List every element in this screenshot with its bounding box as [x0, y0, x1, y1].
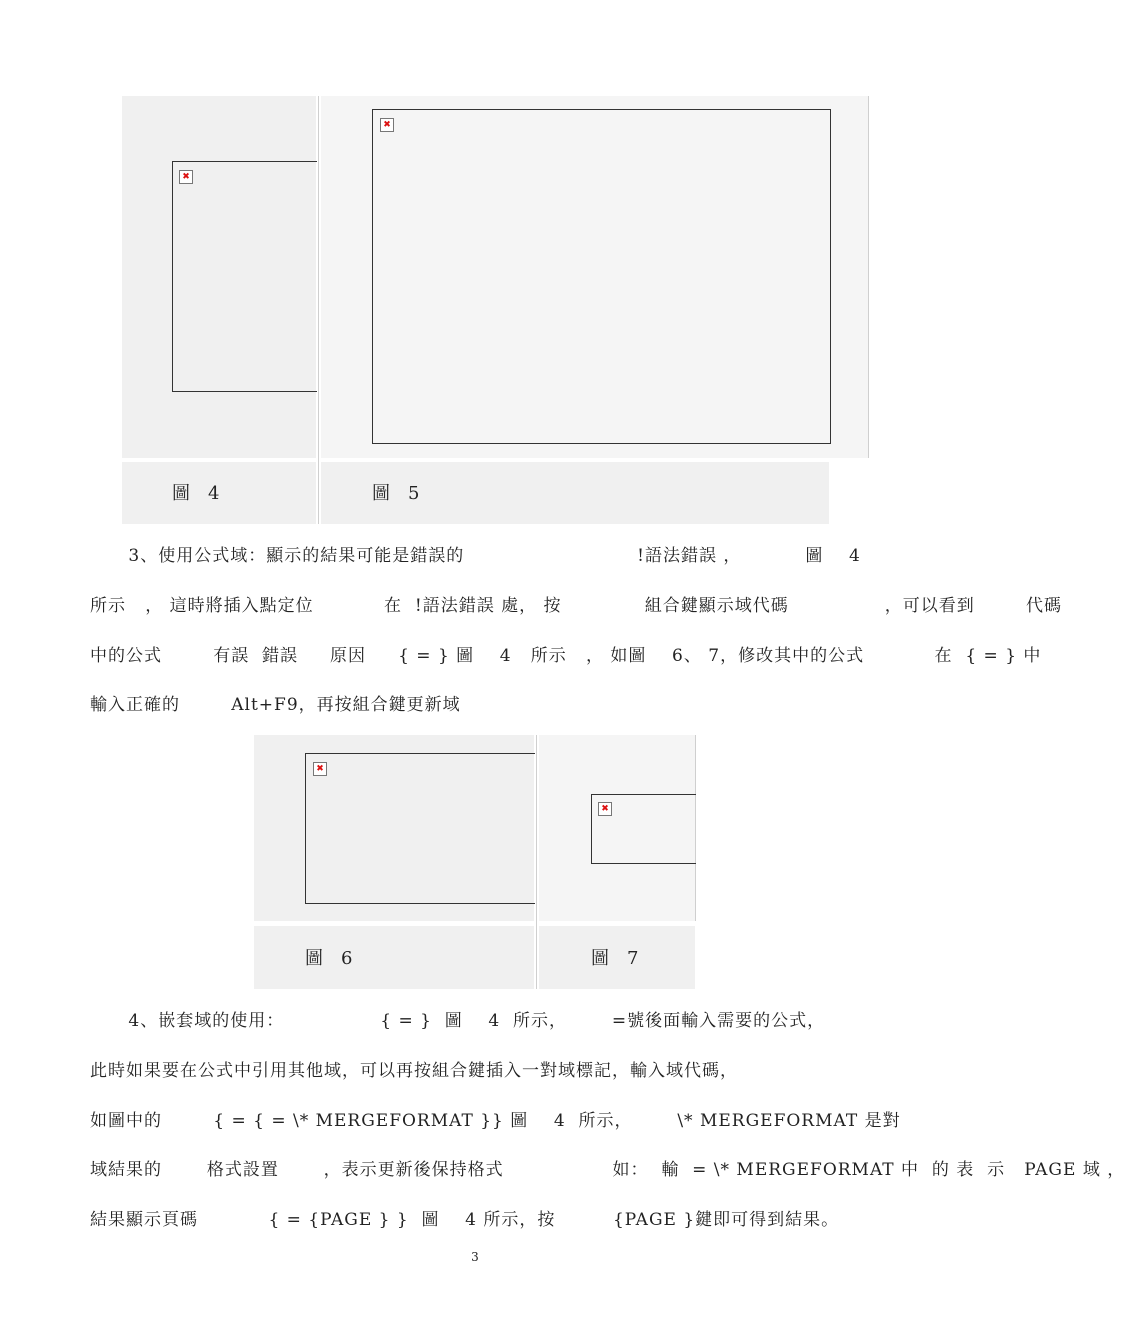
figure-4-frame — [172, 161, 317, 392]
table-divider — [318, 96, 319, 524]
paragraph-3-line-2: 所示 ， 這時將插入點定位 在 !語法錯誤 處， 按 組合鍵顯示域代碼 ，可以看到 代碼 — [90, 596, 1063, 616]
figure-6-frame — [305, 753, 535, 904]
paragraph-4-line-4: 域結果的 格式設置 ，表示更新後保持格式 如： 輸 = \* MERGEFORMAT 中 的 表 示 PAGE 域 ， — [90, 1160, 1125, 1180]
figure-6-caption-cell — [254, 926, 534, 989]
paragraph-4-line-5: 結果顯示頁碼 { = {PAGE } } 圖 4 所示，按 {PAGE }鍵即可得到結果。 — [90, 1210, 840, 1230]
paragraph-3-line-1: 3、使用公式域：顯示的結果可能是錯誤的 !語法錯誤 ， 圖 4 — [90, 546, 861, 566]
paragraph-3-line-3: 中的公式 有誤 錯誤 原因 { = } 圖 4 所示 ， 如圖 6、 7，修改其中的公式 在 { = } 中 — [90, 646, 1042, 666]
paragraph-4-line-3: 如圖中的 { = { = \* MERGEFORMAT }} 圖 4 所示， \* MERGEFORMAT 是對 — [90, 1111, 901, 1131]
paragraph-4-line-1: 4、嵌套域的使用： { = } 圖 4 所示， =號後面輸入需要的公式， — [90, 1011, 826, 1031]
figure-5-caption: 圖 5 — [372, 483, 420, 504]
paragraph-3-line-4: 輸入正確的 Alt+F9，再按組合鍵更新域 — [90, 695, 461, 715]
table-divider — [536, 735, 537, 989]
table-edge — [868, 96, 869, 458]
paragraph-4-line-2: 此時如果要在公式中引用其他域，可以再按組合鍵插入一對域標記，輸入域代碼， — [90, 1061, 738, 1081]
page-number: 3 — [471, 1250, 479, 1264]
figure-4-caption: 圖 4 — [172, 483, 220, 504]
broken-image-icon — [179, 170, 193, 184]
figure-5-frame — [372, 109, 831, 444]
broken-image-icon — [598, 802, 612, 816]
figure-6-caption: 圖 6 — [305, 948, 353, 969]
figure-7-caption: 圖 7 — [591, 948, 639, 969]
broken-image-icon — [313, 762, 327, 776]
broken-image-icon — [380, 118, 394, 132]
